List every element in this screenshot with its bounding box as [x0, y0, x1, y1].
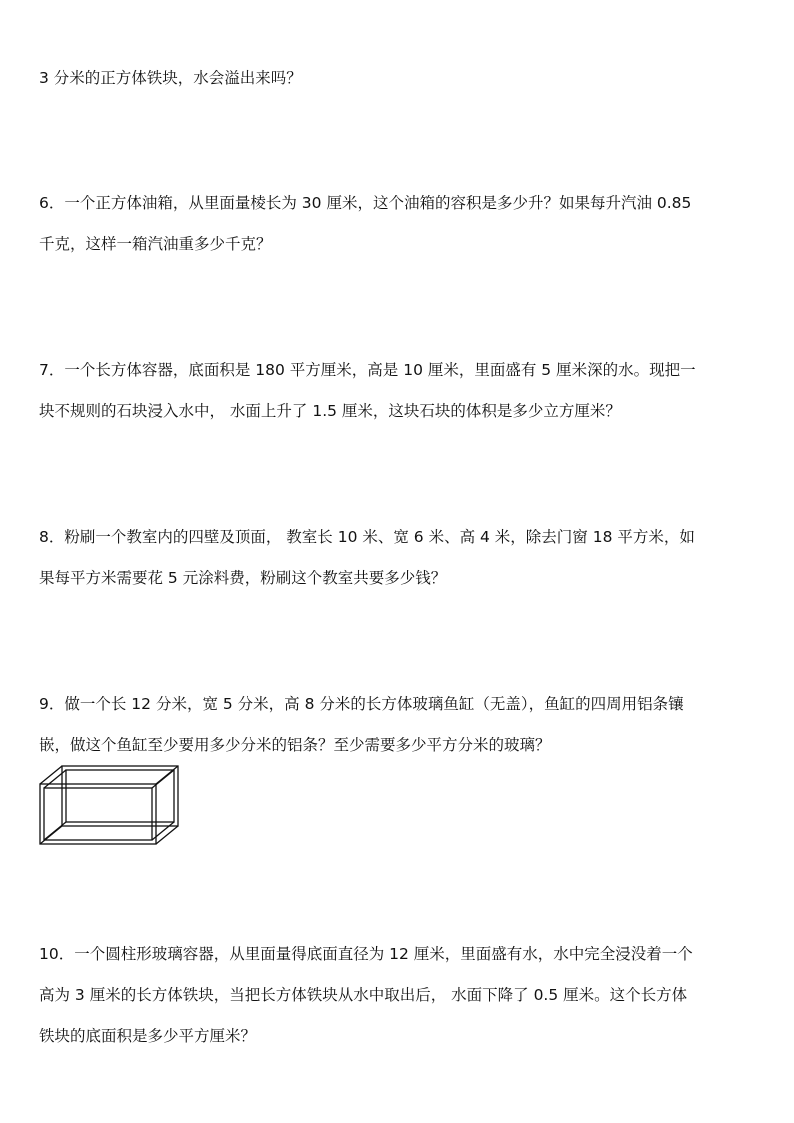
cuboid-back-face-inner [66, 770, 174, 822]
problem-9-line-1: 9．做一个长 12 分米，宽 5 分米，高 8 分米的长方体玻璃鱼缸（无盖），鱼缸的四周用铝条镶 [39, 695, 684, 713]
cuboid-back-face [62, 766, 178, 826]
problem-8-line-1: 8．粉刷一个教室内的四壁及顶面， 教室长 10 米、宽 6 米、高 4 米，除去门窗 18 平方米，如 [39, 528, 695, 546]
problem-7-line-2: 块不规则的石块浸入水中， 水面上升了 1.5 厘米，这块石块的体积是多少立方厘米？ [39, 402, 621, 420]
problem-8-line-2: 果每平方米需要花 5 元涂料费，粉刷这个教室共要多少钱？ [39, 569, 447, 587]
problem-6-line-1: 6．一个正方体油箱，从里面量棱长为 30 厘米，这个油箱的容积是多少升？如果每升汽油 0.85 [39, 194, 692, 212]
problem-10-line-2: 高为 3 厘米的长方体铁块，当把长方体铁块从水中取出后， 水面下降了 0.5 厘米。这个长方体 [39, 986, 688, 1004]
problem-10-line-1: 10．一个圆柱形玻璃容器，从里面量得底面直径为 12 厘米，里面盛有水，水中完全浸没着一个 [39, 945, 693, 963]
problem-6-line-2: 千克，这样一箱汽油重多少千克？ [39, 235, 272, 253]
cuboid-fish-tank-figure [38, 764, 182, 846]
cuboid-front-face-inner [44, 788, 152, 840]
cuboid-front-face [40, 784, 156, 844]
problem-9-line-2: 嵌，做这个鱼缸至少要用多少分米的铝条？至少需要多少平方分米的玻璃？ [39, 736, 551, 754]
problem-5-continuation: 3 分米的正方体铁块，水会溢出来吗？ [39, 69, 302, 87]
problem-7-line-1: 7．一个长方体容器，底面积是 180 平方厘米，高是 10 厘米，里面盛有 5 厘米深的水。现把一 [39, 361, 696, 379]
problem-10-line-3: 铁块的底面积是多少平方厘米？ [39, 1027, 257, 1045]
